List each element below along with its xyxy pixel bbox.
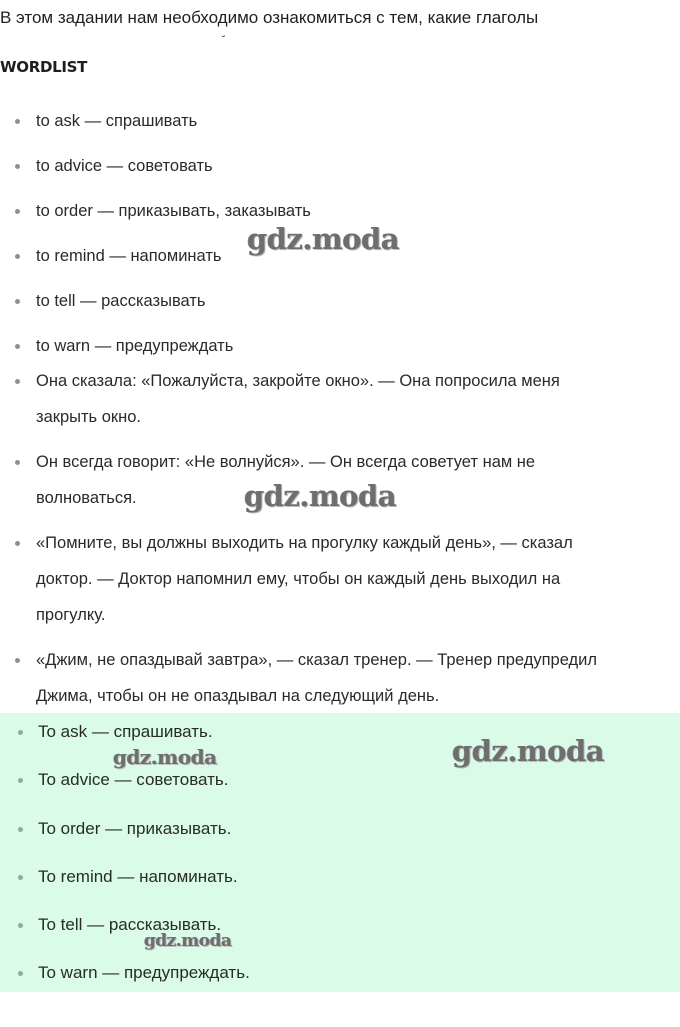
bullet-icon xyxy=(18,827,23,832)
list-item xyxy=(36,103,672,139)
bullet-icon xyxy=(15,658,20,663)
bullet-icon xyxy=(15,209,20,214)
answer-item xyxy=(38,768,638,792)
bullet-icon xyxy=(15,164,20,169)
answer-text: To ask — спрашивать. xyxy=(38,722,213,741)
bullet-icon xyxy=(18,875,23,880)
answer-item xyxy=(38,961,638,985)
bullet-icon xyxy=(18,923,23,928)
example-line: «Помните, вы должны выходить на прогулку каждый день», — сказал xyxy=(36,534,573,552)
answer-text: To order — приказывать. xyxy=(38,819,232,838)
example-line: Джима, чтобы он не опаздывал на следующий день. xyxy=(36,687,440,705)
watermark: gdz.moda xyxy=(452,734,605,768)
answer-text: To remind — напоминать. xyxy=(38,867,238,886)
bullet-icon xyxy=(15,344,20,349)
intro-text: В этом задании нам необходимо ознакомиться с тем, какие глаголы xyxy=(0,8,539,27)
answer-text: To advice — советовать. xyxy=(38,770,229,789)
answer-item xyxy=(38,865,638,889)
bullet-icon xyxy=(15,254,20,259)
watermark: gdz.moda xyxy=(244,479,397,513)
list-item-text: to tell — рассказывать xyxy=(36,292,206,310)
list-item xyxy=(36,328,672,364)
example-line: «Джим, не опаздывай завтра», — сказал тренер. — Тренер предупредил xyxy=(36,651,597,669)
bullet-icon xyxy=(15,119,20,124)
example-item xyxy=(36,525,672,633)
bullet-icon xyxy=(15,379,20,384)
example-item xyxy=(36,363,672,435)
watermark: gdz.moda xyxy=(144,931,232,951)
list-item-text: to order — приказывать, заказывать xyxy=(36,202,311,220)
example-line: закрыть окно. xyxy=(36,408,142,426)
example-line: прогулку. xyxy=(36,606,106,624)
list-item-text: to ask — спрашивать xyxy=(36,112,198,130)
bullet-icon xyxy=(15,541,20,546)
example-line: доктор. — Доктор напомнил ему, чтобы он каждый день выходил на xyxy=(36,570,561,588)
list-item xyxy=(36,148,672,184)
answer-text: To tell — рассказывать. xyxy=(38,915,222,934)
answer-text: To warn — предупреждать. xyxy=(38,963,250,982)
bullet-icon xyxy=(15,460,20,465)
list-item-text: to warn — предупреждать xyxy=(36,337,234,355)
list-item-text: to remind — напоминать xyxy=(36,247,222,265)
example-line: волноваться. xyxy=(36,489,137,507)
watermark: gdz.moda xyxy=(113,745,217,769)
list-item-text: to advice — советовать xyxy=(36,157,213,175)
watermark: gdz.moda xyxy=(247,222,400,256)
bullet-icon xyxy=(15,299,20,304)
example-item xyxy=(36,642,672,714)
wordlist-heading: WORDLIST xyxy=(0,58,88,76)
example-line: Он всегда говорит: «Не волнуйся». — Он всегда советует нам не xyxy=(36,453,536,471)
bullet-icon xyxy=(18,778,23,783)
example-line: Она сказала: «Пожалуйста, закройте окно». — Она попросила меня xyxy=(36,372,560,390)
answer-item xyxy=(38,913,638,937)
breve-mark: ˘ xyxy=(222,35,226,46)
bullet-icon xyxy=(18,971,23,976)
bullet-icon xyxy=(18,730,23,735)
answer-item xyxy=(38,817,638,841)
list-item xyxy=(36,283,672,319)
